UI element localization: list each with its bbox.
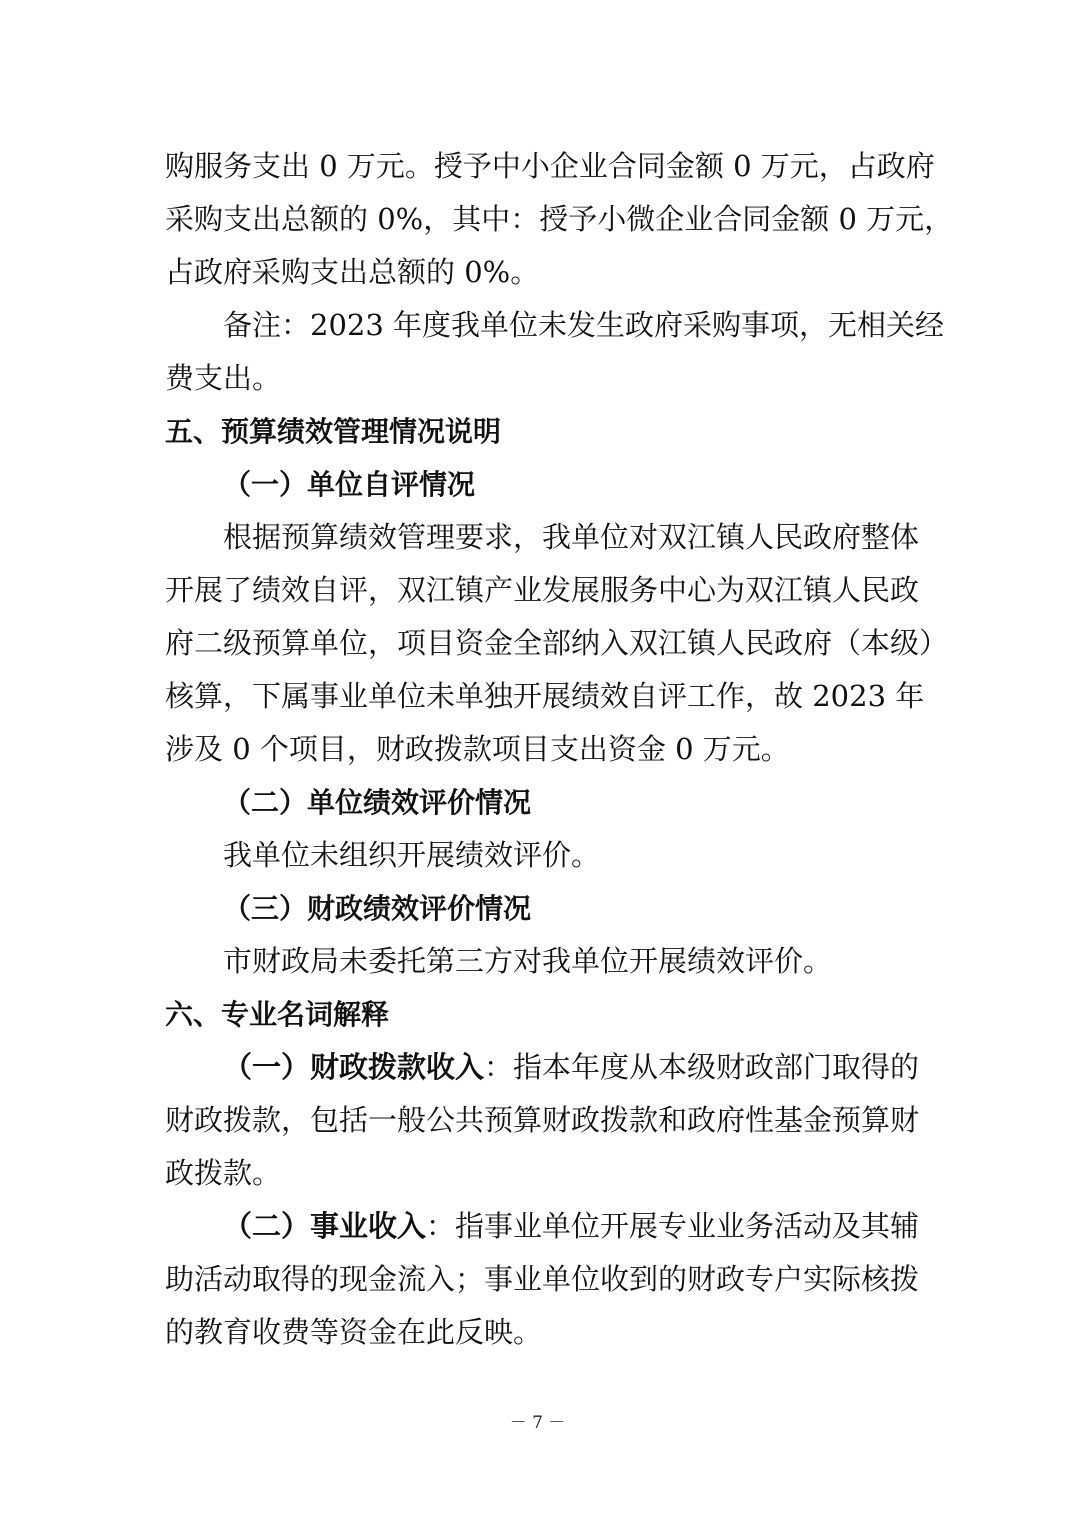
paragraph-line: 财政拨款，包括一般公共预算财政拨款和政府性基金预算财 [165, 1103, 920, 1137]
term-label: （二）事业收入 [223, 1209, 427, 1243]
paragraph-line: 开展了绩效自评，双江镇产业发展服务中心为双江镇人民政 [165, 573, 920, 607]
paragraph-line: 助活动取得的现金流入；事业单位收到的财政专户实际核拨 [165, 1262, 920, 1296]
term-definition-line [165, 1041, 920, 1094]
paragraph-line: 购服务支出 0 万元。授予中小企业合同金额 0 万元，占政府 [165, 149, 935, 183]
paragraph-line: 根据预算绩效管理要求，我单位对双江镇人民政府整体 [223, 520, 920, 554]
paragraph-line: 采购支出总额的 0%，其中：授予小微企业合同金额 0 万元， [165, 202, 954, 236]
document-body [165, 140, 954, 1359]
subsection-heading: （三）财政绩效评价情况 [223, 892, 532, 925]
paragraph-line: 政拨款。 [165, 1156, 282, 1190]
term-text: ：指事业单位开展专业业务活动及其辅 [426, 1209, 920, 1243]
paragraph-line: 市财政局未委托第三方对我单位开展绩效评价。 [223, 944, 833, 978]
page-number: － 7 － [509, 1413, 566, 1433]
paragraph-line: 核算，下属事业单位未单独开展绩效自评工作，故 2023 年 [165, 679, 925, 713]
paragraph-line: 涉及 0 个项目，财政拨款项目支出资金 0 万元。 [165, 732, 790, 766]
paragraph-line: 的教育收费等资金在此反映。 [165, 1315, 543, 1349]
note-line: 费支出。 [165, 361, 282, 395]
term-label: （一）财政拨款收入 [223, 1050, 485, 1084]
section-heading: 六、专业名词解释 [165, 998, 390, 1031]
note-line: 备注：2023 年度我单位未发生政府采购事项，无相关经 [223, 308, 945, 342]
subsection-heading: （二）单位绩效评价情况 [223, 786, 532, 819]
paragraph-line: 占政府采购支出总额的 0%。 [165, 255, 540, 289]
paragraph-line: 府二级预算单位，项目资金全部纳入双江镇人民政府（本级） [165, 626, 949, 660]
term-definition-line [165, 1200, 920, 1253]
paragraph-line: 我单位未组织开展绩效评价。 [223, 838, 601, 872]
section-heading: 五、预算绩效管理情况说明 [165, 415, 502, 448]
subsection-heading: （一）单位自评情况 [223, 468, 476, 501]
term-text: ：指本年度从本级财政部门取得的 [484, 1050, 920, 1084]
